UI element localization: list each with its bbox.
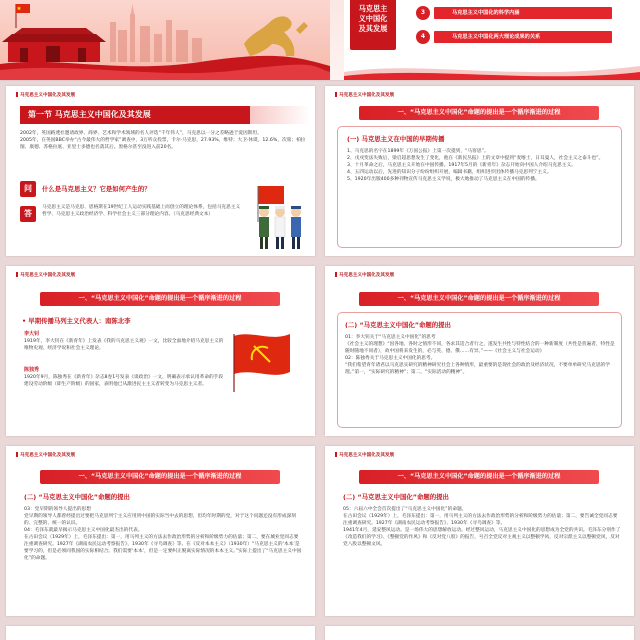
slide-corner-label: 马克思主义中国化及其发展 bbox=[335, 452, 394, 458]
slide-subtitle: (二) “马克思主义中国化”命题的提出 bbox=[345, 321, 451, 329]
content-line: 01：李大钊关于“马克思主义中国化”的思考 bbox=[345, 335, 436, 340]
proposition-lines bbox=[24, 506, 302, 562]
slide-subtitle: • 早期传播马列主义代表人：南陈北李 bbox=[22, 317, 131, 325]
proposition-lines bbox=[343, 506, 621, 548]
slide-toc[interactable] bbox=[0, 0, 640, 80]
toc-number-badge: 3 bbox=[416, 6, 430, 20]
content-box bbox=[337, 126, 622, 248]
content-line: 04：毛泽东就最早揭示马克思主义中国化最杰出的代表。 bbox=[24, 528, 143, 533]
answer-text: 马克思主义是马克思、恩格斯在19世纪工人运动实践基础上而创立的理论体系，包括马克思主义哲学、马克思主义政治经济学、科学社会主义三部分理论内容。（马克思经典文本） bbox=[42, 205, 241, 217]
toc-item-label: 马克思主义中国化的科学内涵 bbox=[452, 10, 520, 16]
list-item: 2、戊戌变法失败后，梁启超思想发生了变化，他在《新民丛报》上的文章中提到“麦喀士，日耳曼人，社会主义之泰斗也”。 bbox=[347, 156, 604, 161]
slide-banner: 一、“马克思主义中国化”命题的提出是一个循序渐进的过程 bbox=[359, 470, 599, 484]
intro-paragraph: 2005年，在英国BBC举办“古今最伟大的哲学家”调查中，3万听众投票，卡尔·马克思，27.93%，维特；大卫·休谟，12.6%，次席；柏拉图、康德、苏格拉底、亚里士多德也名落其后。黑格尔甚至没进入前20名。 bbox=[20, 138, 306, 150]
content-line: 05：六届六中全会首次提出了“马克思主义中国化”的命题。 bbox=[343, 507, 467, 512]
slide-partial-right[interactable] bbox=[325, 626, 634, 640]
content-line: “我们希望青年诸君以马克思实研究的精神研究社会上各种情形，最重要的是现社会的政治及经济状况，不要单单研究马克思的学理。”第一，“实际研究的精神”；第二，“实际活动的精神”。 bbox=[345, 363, 610, 375]
slide-subtitle: (一) 马克思主义在中国的早期传播 bbox=[347, 135, 445, 143]
section-title-accent bbox=[250, 106, 310, 124]
list-item: 5、1920年出版400多种刊物宣传马克思主义学说，极大地推动了马克思主义在中国的传播。 bbox=[347, 177, 540, 182]
slide-bottom-wave bbox=[344, 54, 640, 80]
slide-banner: 一、“马克思主义中国化”命题的提出是一个循序渐进的过程 bbox=[40, 470, 280, 484]
section-title: 第一节 马克思主义中国化及其发展 bbox=[28, 110, 151, 119]
person-block bbox=[24, 330, 224, 352]
intro-paragraphs bbox=[20, 130, 306, 151]
slide-proposition-2[interactable] bbox=[6, 446, 315, 616]
slide-early-representatives[interactable] bbox=[6, 266, 315, 436]
slide-banner: 一、“马克思主义中国化”命题的提出是一个循序渐进的过程 bbox=[359, 106, 599, 120]
content-line: 党早期的领导人都曾经提出过要把马克思列宁主义应用到中国的实际当中去的思想，但均年时期的党，对于这个问题还没有形成深刻的、完整的、统一的认识。 bbox=[24, 514, 296, 526]
slide-banner: 一、“马克思主义中国化”命题的提出是一个循序渐进的过程 bbox=[40, 292, 280, 306]
content-line: 《社会主义的理想》“因各地、各时之情形不同，各求其适合者行之，遂发生共性与特性结合的一种新制度（共性是普遍者，特性是随时随地不同者），故中国将来发生的，必与英、德、俄……有异。”——《社会主义与社会运动》 bbox=[345, 342, 615, 354]
slide-proposition-1[interactable] bbox=[325, 266, 634, 436]
soldiers-illustration bbox=[250, 182, 310, 252]
slide-corner-label: 马克思主义中国化及其发展 bbox=[16, 452, 75, 458]
toc-item-3[interactable] bbox=[416, 6, 612, 22]
list-item: 1、马克思的名字在1899年《万国公报》上第一次提到，“马客思”。 bbox=[347, 149, 489, 154]
list-item: 4、五四运动以后，先进的知识分子纷纷组织开展，编辑书籍，组织进步团体传播马克思列宁主义。 bbox=[347, 170, 552, 175]
toc-title-box bbox=[350, 0, 396, 50]
person-name: 李大钊 bbox=[24, 331, 40, 337]
content-line: 在古田会议（1929年）上，毛泽东提出：第一，用马列主义的方法去作政治形势的分析和阶级势力的估量；第二，要告诫全党同志要注重调查研究。1927年《湖南农民运动考察报告》、1930年《寻乌调查》等。 bbox=[343, 514, 618, 526]
list-item: 3、十月革命之后，马克思主义开始在中国传播。1917年5月的《新青年》杂志开始向中国人介绍马克思主义。 bbox=[347, 163, 576, 168]
content-line: 02：陈独秀关于马克思主义中国化的思考。 bbox=[345, 356, 436, 361]
slide-proposition-3[interactable] bbox=[325, 446, 634, 616]
answer-icon: 答 bbox=[20, 206, 36, 222]
city-skyline-illustration bbox=[0, 0, 330, 80]
person-block bbox=[24, 366, 224, 388]
question-row bbox=[20, 181, 240, 197]
toc-panel bbox=[344, 0, 640, 80]
spread-list bbox=[347, 148, 613, 183]
toc-item-label: 马克思主义中国化两大理论成果的关系 bbox=[452, 34, 541, 40]
slide-early-spread[interactable] bbox=[325, 86, 634, 256]
question-icon: 问 bbox=[20, 181, 36, 197]
slide-corner-label: 马克思主义中国化及其发展 bbox=[16, 272, 75, 278]
slide-partial-left[interactable] bbox=[6, 626, 315, 640]
slide-banner: 一、“马克思主义中国化”命题的提出是一个循序渐进的过程 bbox=[359, 292, 599, 306]
content-line: 在古田会议（1929年）上，毛泽东提出：第一，用马列主义的方法去作政治形势的分析和阶级势力的估量；第二，要在城业党同志要注重调查研究。1927年《湖南农民运动考察报告》，1930年《寻乌调查》等。在《反对本本主义》（1930年）“马克思主义的‘本本’是要学习的，但是必须同我国的实际相结合。我们需要‘本本’，但是一定要纠正脱离实际情况的本本主义。”实际上提出了“马克思主义中国化”的命题。 bbox=[24, 535, 302, 561]
person-text: 1920年9月，陈独秀在《新青年》杂志8卷1号发表《谈政治》一文，明确表示承认用革命的手段建设劳动阶级（即生产阶级）的国家，表明他已从激进民主主义者转变为马克思主义者。 bbox=[24, 375, 224, 387]
person-text: 1919年，李大钊在《新青年》上发表《我的马克思主义观》一文，比较全面地介绍马克思主义的唯物史观、经济学说和社会主义理论。 bbox=[24, 339, 224, 351]
slide-subtitle: (二) “马克思主义中国化”命题的提出 bbox=[343, 493, 449, 501]
intro-paragraph: 2002年，英国路透社邀请政界、商界、艺术和学术领域的名人评选“千年伟人”，马克思以一分之差略逊于爱因斯坦。 bbox=[20, 131, 262, 136]
toc-title: 马克思主义中国化及其发展 bbox=[358, 4, 388, 33]
party-flag-illustration bbox=[228, 330, 308, 394]
slide-corner-label: 马克思主义中国化及其发展 bbox=[335, 92, 394, 98]
content-line: 1941年4月，延安整风运动。是一场伟大的思想解放运动。经过整风运动，马克思主义中国化的思想成为全党的共识。毛泽东分别作了《改造我们的学习》、《整顿党的作风》和《反对党八股》的报告，号召全党反对主观主义以整顿学风，反对宗派主义以整顿党风，反对党八股以整顿文风。 bbox=[343, 528, 621, 547]
question-text: 什么是马克思主义？它是如何产生的？ bbox=[42, 185, 151, 193]
slide-corner-label: 马克思主义中国化及其发展 bbox=[16, 92, 75, 98]
content-line: 03：党早期的领导人提出的思想 bbox=[24, 507, 91, 512]
answer-row bbox=[20, 204, 245, 248]
toc-item-4[interactable] bbox=[416, 30, 612, 46]
person-name: 陈独秀 bbox=[24, 367, 40, 373]
slide-subtitle: (二) “马克思主义中国化”命题的提出 bbox=[24, 493, 130, 501]
toc-number-badge: 4 bbox=[416, 30, 430, 44]
slide-corner-label: 马克思主义中国化及其发展 bbox=[335, 272, 394, 278]
proposition-lines bbox=[345, 334, 615, 376]
slide-section-intro[interactable] bbox=[6, 86, 315, 256]
